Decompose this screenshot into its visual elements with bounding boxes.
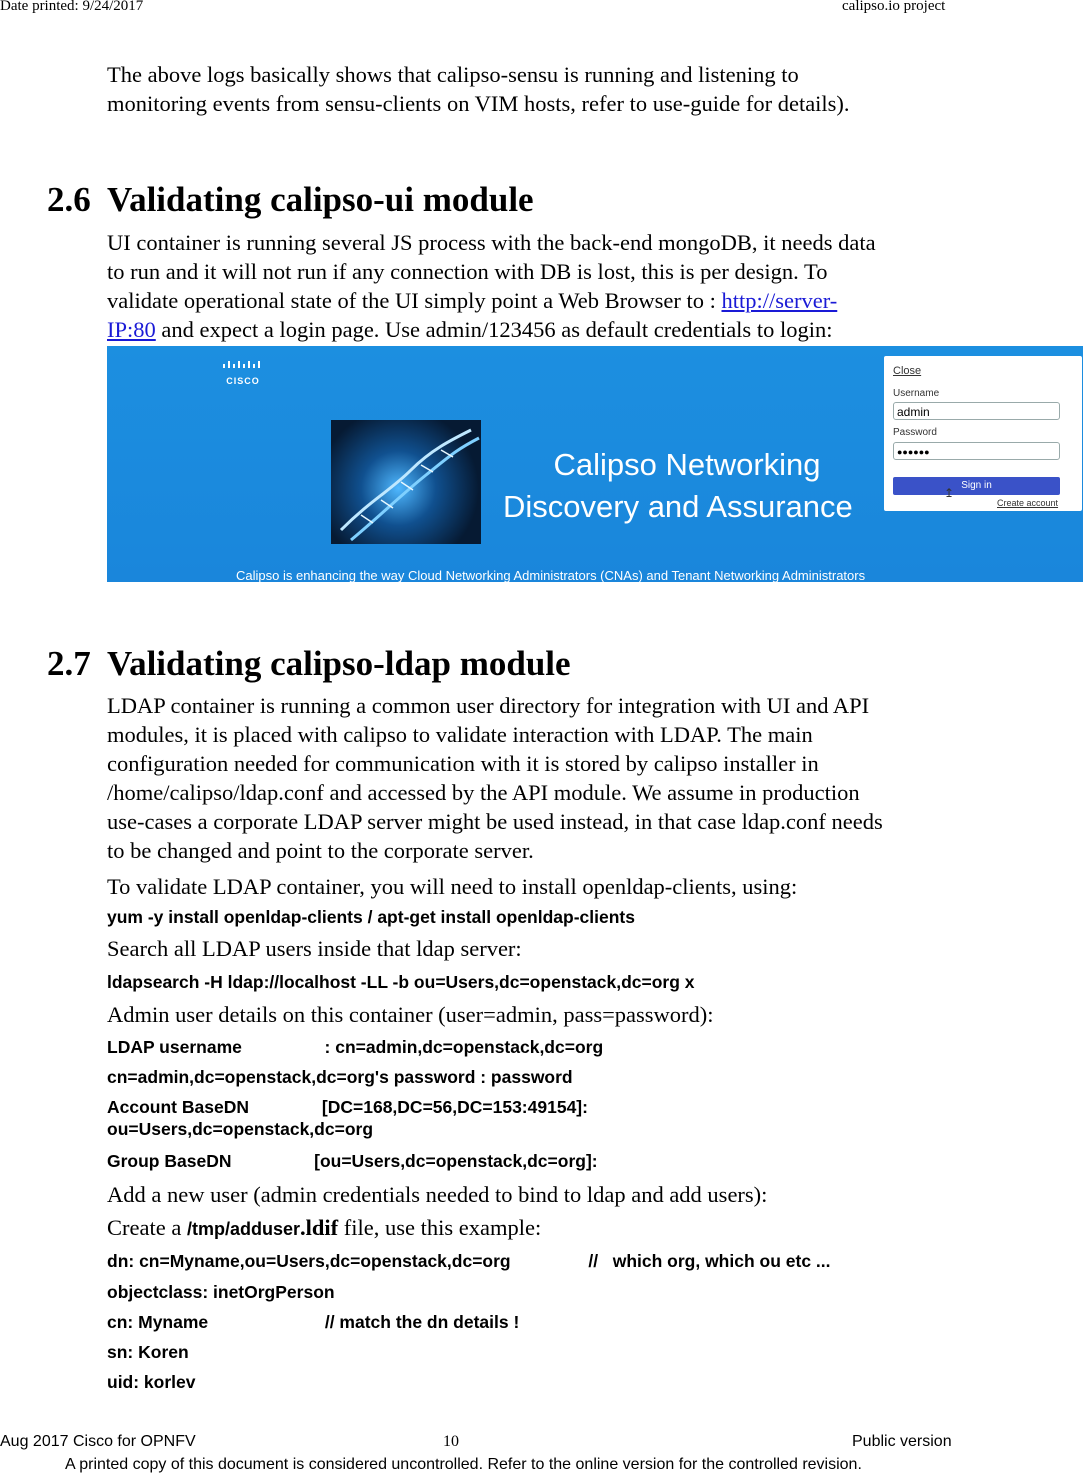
section-2-7-title: Validating calipso-ldap module <box>107 644 571 683</box>
create-post: file, use this example: <box>338 1215 542 1240</box>
install-intro: To validate LDAP container, you will need to install openldap-clients, using: <box>107 874 798 899</box>
sec27-para-2: modules, it is placed with calipso to validate interaction with LDAP. The main <box>107 722 813 747</box>
example-line-2: objectclass: inetOrgPerson <box>107 1282 335 1302</box>
search-intro: Search all LDAP users inside that ldap server: <box>107 936 522 961</box>
brand-line-1: Calipso Networking <box>553 447 821 482</box>
intro-line-1: The above logs basically shows that calipso-sensu is running and listening to <box>107 62 799 87</box>
login-panel <box>884 356 1082 511</box>
admin-line-1: LDAP username : cn=admin,dc=openstack,dc=org <box>107 1037 604 1057</box>
cisco-bars-icon <box>221 359 265 371</box>
brand-line-2: Discovery and Assurance <box>503 489 853 524</box>
search-command: ldapsearch -H ldap://localhost -LL -b ou=Users,dc=openstack,dc=org x <box>107 972 695 992</box>
sign-in-button[interactable]: Sign in <box>893 477 1060 495</box>
sec27-para-1: LDAP container is running a common user directory for integration with UI and API <box>107 693 870 718</box>
sec27-para-3: configuration needed for communication with it is stored by calipso installer in <box>107 751 819 776</box>
footer-right: Public version <box>852 1433 952 1450</box>
admin-line-5: Group BaseDN [ou=Users,dc=openstack,dc=org]: <box>107 1151 598 1171</box>
sec26-line-4-text: and expect a login page. Use admin/123456 as default credentials to login: <box>155 317 833 342</box>
login-screenshot <box>107 346 1083 582</box>
example-line-4: sn: Koren <box>107 1342 189 1362</box>
example-line-3: cn: Myname // match the dn details ! <box>107 1312 520 1332</box>
page-number: 10 <box>443 1433 459 1450</box>
password-input[interactable]: ●●●●●● <box>893 442 1060 460</box>
dna-helix-icon <box>331 420 481 544</box>
create-file-path: /tmp/adduser <box>186 1219 300 1239</box>
create-account-link[interactable]: Create account <box>997 498 1059 508</box>
add-user-intro: Add a new user (admin credentials needed to bind to ldap and add users): <box>107 1182 768 1207</box>
section-2-7-number: 2.7 <box>47 644 91 683</box>
sec27-para-4: /home/calipso/ldap.conf and accessed by the API module. We assume in production <box>107 780 860 805</box>
password-label: Password <box>893 427 937 438</box>
sec27-para-5: use-cases a corporate LDAP server might be used instead, in that case ldap.conf needs <box>107 809 883 834</box>
create-file-ext: .ldif <box>299 1215 339 1240</box>
tagline: Calipso is enhancing the way Cloud Networking Administrators (CNAs) and Tenant Networking Administrators <box>236 568 866 582</box>
header-date-printed: Date printed: 9/24/2017 <box>0 0 144 14</box>
sec26-line-3 <box>107 286 837 315</box>
dna-image <box>331 420 481 544</box>
sec26-line-3-text: validate operational state of the UI simply point a Web Browser to : <box>107 288 722 313</box>
admin-line-4: ou=Users,dc=openstack,dc=org <box>107 1119 374 1139</box>
section-2-6-title: Validating calipso-ui module <box>107 180 534 219</box>
sec27-para-6: to be changed and point to the corporate server. <box>107 838 534 863</box>
server-link[interactable]: http://server- <box>721 288 838 313</box>
close-link[interactable]: Close <box>893 365 922 377</box>
sec26-line-4 <box>107 315 832 344</box>
header-project: calipso.io project <box>842 0 946 14</box>
intro-line-2: monitoring events from sensu-clients on VIM hosts, refer to use-guide for details). <box>107 91 850 116</box>
server-link-continued[interactable]: IP:80 <box>107 317 156 342</box>
admin-line-3: Account BaseDN [DC=168,DC=56,DC=153:49154]: <box>107 1097 588 1117</box>
footer-notice: A printed copy of this document is considered uncontrolled. Refer to the online version for the controlled revision. <box>65 1456 862 1473</box>
username-label: Username <box>893 388 940 399</box>
cisco-logo-text: CISCO <box>226 376 260 386</box>
create-pre: Create a <box>107 1215 187 1240</box>
create-file-line <box>107 1213 541 1242</box>
cursor-icon: ↥ <box>944 486 955 500</box>
admin-intro: Admin user details on this container (user=admin, pass=password): <box>107 1002 714 1027</box>
cisco-logo <box>221 358 265 386</box>
install-command: yum -y install openldap-clients / apt-get install openldap-clients <box>107 907 635 927</box>
sec26-line-1: UI container is running several JS process with the back-end mongoDB, it needs data <box>107 230 876 255</box>
admin-line-2: cn=admin,dc=openstack,dc=org's password : password <box>107 1067 573 1087</box>
footer-left: Aug 2017 Cisco for OPNFV <box>0 1433 196 1450</box>
username-input[interactable]: admin <box>893 402 1060 420</box>
example-line-1: dn: cn=Myname,ou=Users,dc=openstack,dc=org // which org, which ou etc ... <box>107 1251 831 1271</box>
section-2-6-number: 2.6 <box>47 180 91 219</box>
sec26-line-2: to run and it will not run if any connection with DB is lost, this is per design. To <box>107 259 828 284</box>
example-line-5: uid: korlev <box>107 1372 196 1392</box>
